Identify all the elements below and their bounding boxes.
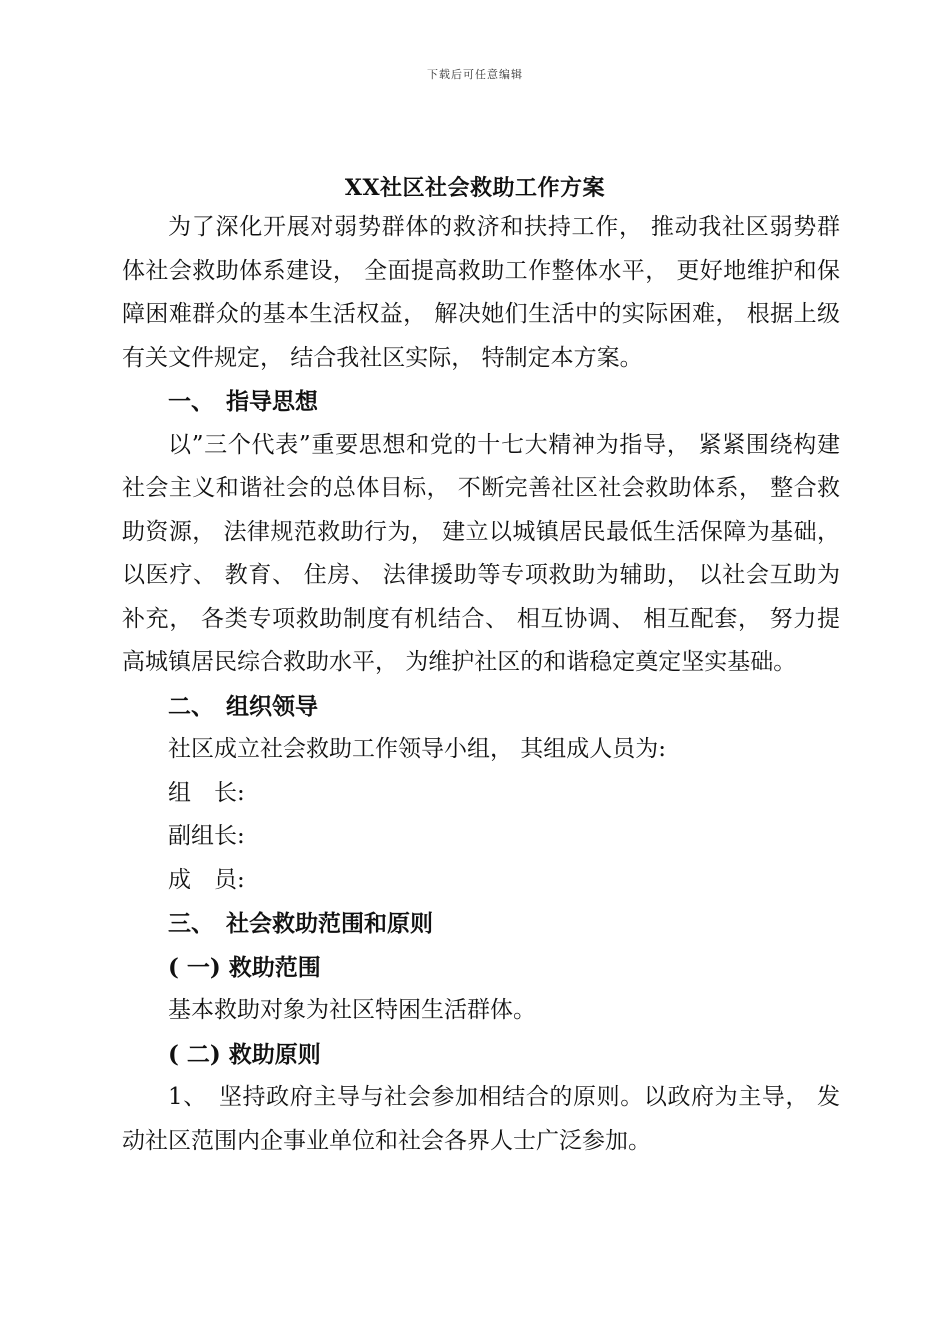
- section-heading-leadership: [122, 685, 840, 729]
- document-title: XX社区社会救助工作方案: [344, 175, 606, 201]
- section-title: 组织领导: [226, 692, 318, 720]
- leadership-paragraph: 社区成立社会救助工作领导小组， 其组成人员为:: [168, 736, 667, 762]
- role-label: 副组长:: [168, 823, 245, 849]
- header-note: 下载后可任意编辑: [427, 68, 523, 81]
- section-number: 三、: [168, 910, 214, 937]
- scope-paragraph: 基本救助对象为社区特困生活群体。: [168, 997, 536, 1023]
- section-number: 一、: [168, 388, 214, 415]
- principle-item-1: 1、 坚持政府主导与社会参加相结合的原则。以政府为主导， 发动社区范围内企事业单位和社会各界人士广泛参加。: [122, 1084, 840, 1154]
- intro-paragraph: 为了深化开展对弱势群体的救济和扶持工作， 推动我社区弱势群体社会救助体系建设， 全面提高救助工作整体水平， 更好地维护和保障困难群众的基本生活权益， 解决她们生活中的实际困难， 根据上级有关文件规定， 结合我社区实际， 特制定本方案。: [122, 214, 840, 371]
- role-label: 组 长:: [168, 779, 245, 806]
- section-title: 社会救助范围和原则: [226, 910, 433, 937]
- role-deputy-leader: [122, 815, 840, 859]
- section-number: 二、: [168, 692, 214, 720]
- role-label: 成 员:: [168, 866, 245, 893]
- role-member: [122, 859, 840, 903]
- section-heading-scope-principles: [122, 902, 840, 946]
- subsection-heading-scope: ( 一) 救助范围: [168, 953, 321, 981]
- section-heading-guiding-ideology: [122, 380, 840, 424]
- role-leader: [122, 772, 840, 816]
- guiding-ideology-paragraph: 以”三个代表”重要思想和党的十七大精神为指导， 紧紧围绕构建社会主义和谐社会的总体目标， 不断完善社区社会救助体系， 整合救助资源， 法律规范救助行为， 建立以城镇居民最低生活保障为基础， 以医疗、 教育、 住房、 法律援助等专项救助为辅助， 以社会互助为补充， 各类专项救助制度有机结合、 相互协调、 相互配套， 努力提高城镇居民综合救助水平， 为维护社区的和谐稳定奠定坚实基础。: [122, 431, 840, 675]
- section-title: 指导思想: [226, 388, 318, 415]
- subsection-heading-principles: ( 二) 救助原则: [168, 1040, 321, 1068]
- document-body: [122, 206, 840, 1163]
